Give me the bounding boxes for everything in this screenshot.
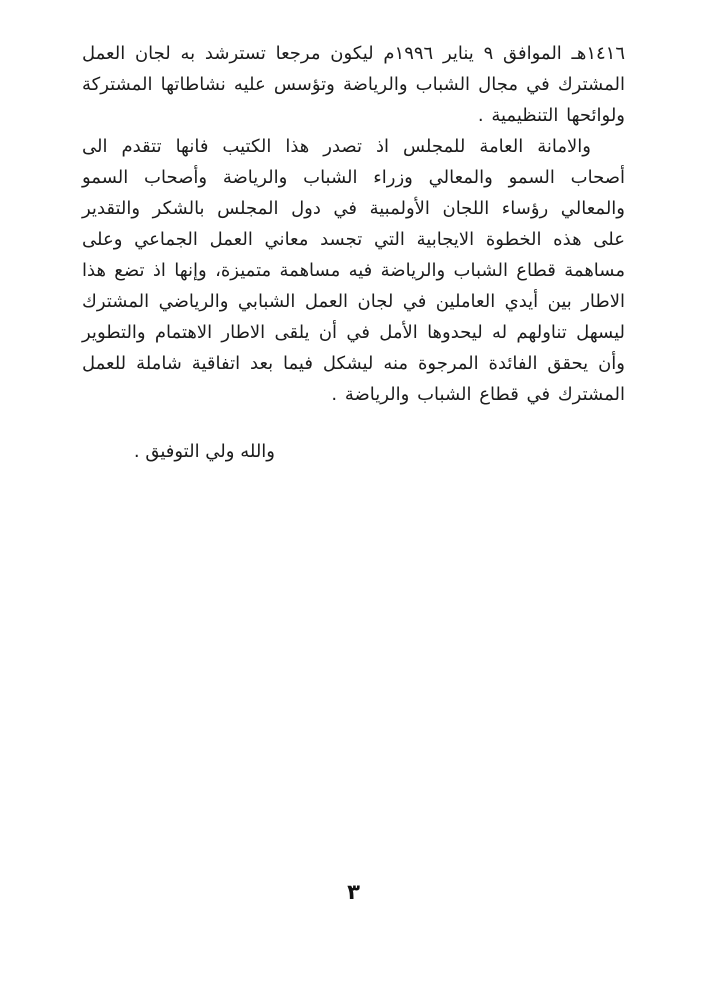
closing-line: والله ولي التوفيق . — [133, 441, 275, 462]
page-number: ٣ — [347, 880, 360, 904]
paragraph-list — [82, 38, 625, 410]
paragraph: ١٤١٦هـ الموافق ٩ يناير ١٩٩٦م ليكون مرجعا تسترشد به لجان العمل المشترك في مجال الشباب والرياضة وتؤسس عليه نشاطاتها المشتركة ولوائحها التنظيمية . — [82, 43, 625, 126]
paragraph: والامانة العامة للمجلس اذ تصدر هذا الكتيب فانها تتقدم الى أصحاب السمو والمعالي وزراء الشباب والرياضة وأصحاب السمو والمعالي رؤساء اللجان الأولمبية في دول المجلس بالشكر والتقدير على هذه الخطوة الايجابية التي تجسد معاني العمل الجماعي وعلى مساهمة قطاع الشباب والرياضة فيه مساهمة متميزة، وإنها اذ تضع هذا الاطار بين أيدي العاملين في لجان العمل الشبابي والرياضي المشترك ليسهل تناولهم له ليحدوها الأمل في أن يلقى الاطار الاهتمام والتطوير وأن يحقق الفائدة المرجوة منه ليشكل فيما بعد اتفاقية شاملة للعمل المشترك في قطاع الشباب والرياضة . — [82, 136, 625, 405]
body-text — [82, 38, 625, 467]
